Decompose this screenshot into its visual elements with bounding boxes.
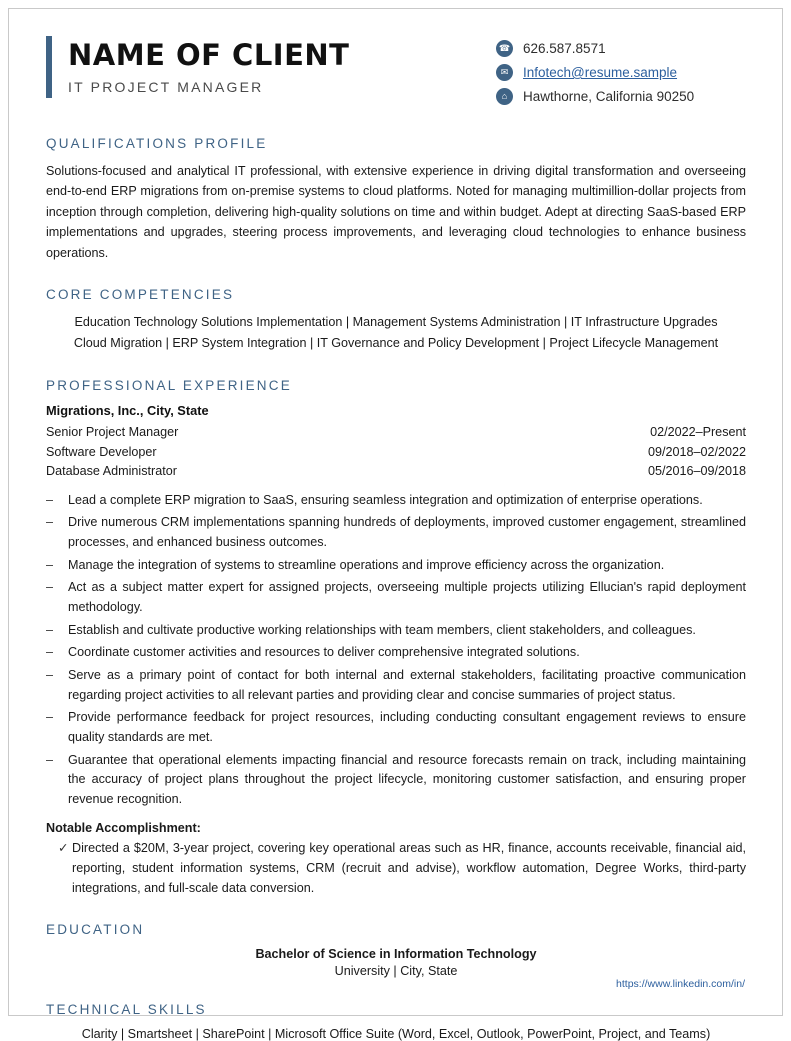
bullet-text: Coordinate customer activities and resources to deliver comprehensive integrated solutions. bbox=[68, 645, 580, 660]
location-icon: ⌂ bbox=[496, 88, 513, 105]
section-heading-competencies: CORE COMPETENCIES bbox=[46, 286, 235, 302]
footer-linkedin-link[interactable]: https://www.linkedin.com/in/ bbox=[616, 978, 745, 990]
role-dates: 09/2018–02/2022 bbox=[647, 444, 746, 459]
competencies-line-1: Education Technology Solutions Implementation | Management Systems Administration | IT Infrastructure Upgrades bbox=[74, 314, 718, 329]
accent-bar bbox=[46, 36, 52, 98]
dash-marker: – bbox=[46, 580, 54, 595]
dash-marker: – bbox=[46, 710, 54, 725]
role-row bbox=[46, 443, 746, 463]
role-title: Senior Project Manager bbox=[46, 425, 179, 440]
accomplishment-heading: Notable Accomplishment: bbox=[46, 821, 201, 836]
email-icon: ✉ bbox=[496, 64, 513, 81]
location-value: Hawthorne, California 90250 bbox=[523, 89, 695, 104]
bullet-text: Guarantee that operational elements impacting financial and resource forecasts remain on track, including maintaining the accuracy of project plans throughout the project lifecycle, monitoring customer satisfaction, and ensuring proper revenue recognition. bbox=[68, 752, 746, 806]
list-item bbox=[46, 491, 746, 511]
list-item bbox=[46, 751, 746, 810]
skills-line: Clarity | Smartsheet | SharePoint | Microsoft Office Suite (Word, Excel, Outlook, PowerPoint, Project, and Teams) bbox=[81, 1027, 711, 1041]
dash-marker: – bbox=[46, 752, 54, 767]
section-heading-experience: PROFESSIONAL EXPERIENCE bbox=[46, 378, 292, 394]
accomplishment-text: Directed a $20M, 3-year project, covering key operational areas such as HR, finance, accounts receivable, financial aid, reporting, student information systems, CRM (recruit and advise), workflow automation, Degree Works, third-party integrations, and full-scale data conversion. bbox=[72, 841, 746, 895]
role-row bbox=[46, 423, 746, 443]
bullet-text: Act as a subject matter expert for assigned projects, overseeing multiple projects utilizing Ellucian's rapid deployment methodology. bbox=[68, 580, 746, 615]
name-block bbox=[46, 36, 349, 98]
dash-marker: – bbox=[46, 622, 54, 637]
list-item bbox=[46, 708, 746, 747]
checkmark-icon: ✓ bbox=[58, 841, 69, 856]
dash-marker: – bbox=[46, 667, 54, 682]
role-dates: 05/2016–09/2018 bbox=[647, 464, 746, 479]
dash-marker: – bbox=[46, 557, 54, 572]
contact-row-email bbox=[496, 64, 746, 81]
list-item bbox=[46, 643, 746, 663]
phone-value: 626.587.8571 bbox=[523, 41, 606, 56]
role-row bbox=[46, 462, 746, 482]
section-heading-qualifications: QUALIFICATIONS PROFILE bbox=[46, 136, 268, 151]
bullet-text: Provide performance feedback for project resources, including conducting consultant engagement reviews to ensure quality standards are met. bbox=[68, 710, 746, 744]
competencies-line-2: Cloud Migration | ERP System Integration | IT Governance and Policy Development | Project Lifecycle Management bbox=[73, 336, 719, 351]
list-item bbox=[46, 578, 746, 617]
resume-content bbox=[46, 36, 746, 1041]
experience-bullet-list bbox=[46, 491, 746, 810]
contact-row-location bbox=[496, 88, 746, 105]
list-item bbox=[46, 513, 746, 552]
list-item bbox=[46, 839, 746, 898]
role-dates: 02/2022–Present bbox=[650, 425, 746, 440]
accomplishment-list bbox=[46, 839, 746, 898]
contact-row-phone bbox=[496, 40, 746, 57]
competencies-block bbox=[46, 312, 746, 354]
dash-marker: – bbox=[46, 645, 54, 660]
bullet-text: Manage the integration of systems to streamline operations and improve efficiency across the organization. bbox=[68, 557, 665, 572]
email-link[interactable]: Infotech@resume.sample bbox=[523, 65, 678, 80]
page-title: NAME OF CLIENT bbox=[68, 38, 350, 73]
bullet-text: Establish and cultivate productive working relationships with team members, client stakeholders, and colleagues. bbox=[68, 622, 696, 637]
education-degree: Bachelor of Science in Information Technology bbox=[255, 947, 537, 962]
name-text-group bbox=[68, 36, 349, 98]
role-title: Software Developer bbox=[46, 444, 157, 459]
list-item bbox=[46, 556, 746, 576]
resume-header bbox=[46, 36, 746, 112]
role-title: Database Administrator bbox=[46, 464, 177, 479]
dash-marker: – bbox=[46, 492, 54, 507]
qualifications-paragraph: Solutions-focused and analytical IT professional, with extensive experience in driving digital transformation and overseeing end-to-end ERP migrations from on-premise systems to cloud platforms. Noted for managing multimillion-dollar projects from inception through completion, delivering high-quality solutions on time and within budget. Adept at directing SaaS-based ERP implementations and upgrades, steering process improvements, and leveraging cloud technologies to enhance business operations. bbox=[46, 164, 746, 260]
phone-icon: ☎ bbox=[496, 40, 513, 57]
list-item bbox=[46, 666, 746, 705]
education-school: University | City, State bbox=[334, 964, 458, 979]
bullet-text: Lead a complete ERP migration to SaaS, ensuring seamless integration and optimization of enterprise operations. bbox=[68, 492, 703, 507]
bullet-text: Drive numerous CRM implementations spanning hundreds of deployments, improved customer engagement, streamlined processes, and enhanced business outcomes. bbox=[68, 515, 746, 550]
dash-marker: – bbox=[46, 515, 54, 530]
section-heading-skills: TECHNICAL SKILLS bbox=[46, 1002, 207, 1018]
list-item bbox=[46, 621, 746, 641]
section-heading-education: EDUCATION bbox=[46, 922, 145, 938]
job-title: IT PROJECT MANAGER bbox=[68, 78, 264, 95]
company-name: Migrations, Inc., City, State bbox=[46, 403, 209, 419]
contact-block bbox=[496, 40, 746, 112]
bullet-text: Serve as a primary point of contact for both internal and external stakeholders, facilitating proactive communication regarding project activities to all relevant parties and providing clear and concise summaries of project status. bbox=[68, 667, 746, 702]
